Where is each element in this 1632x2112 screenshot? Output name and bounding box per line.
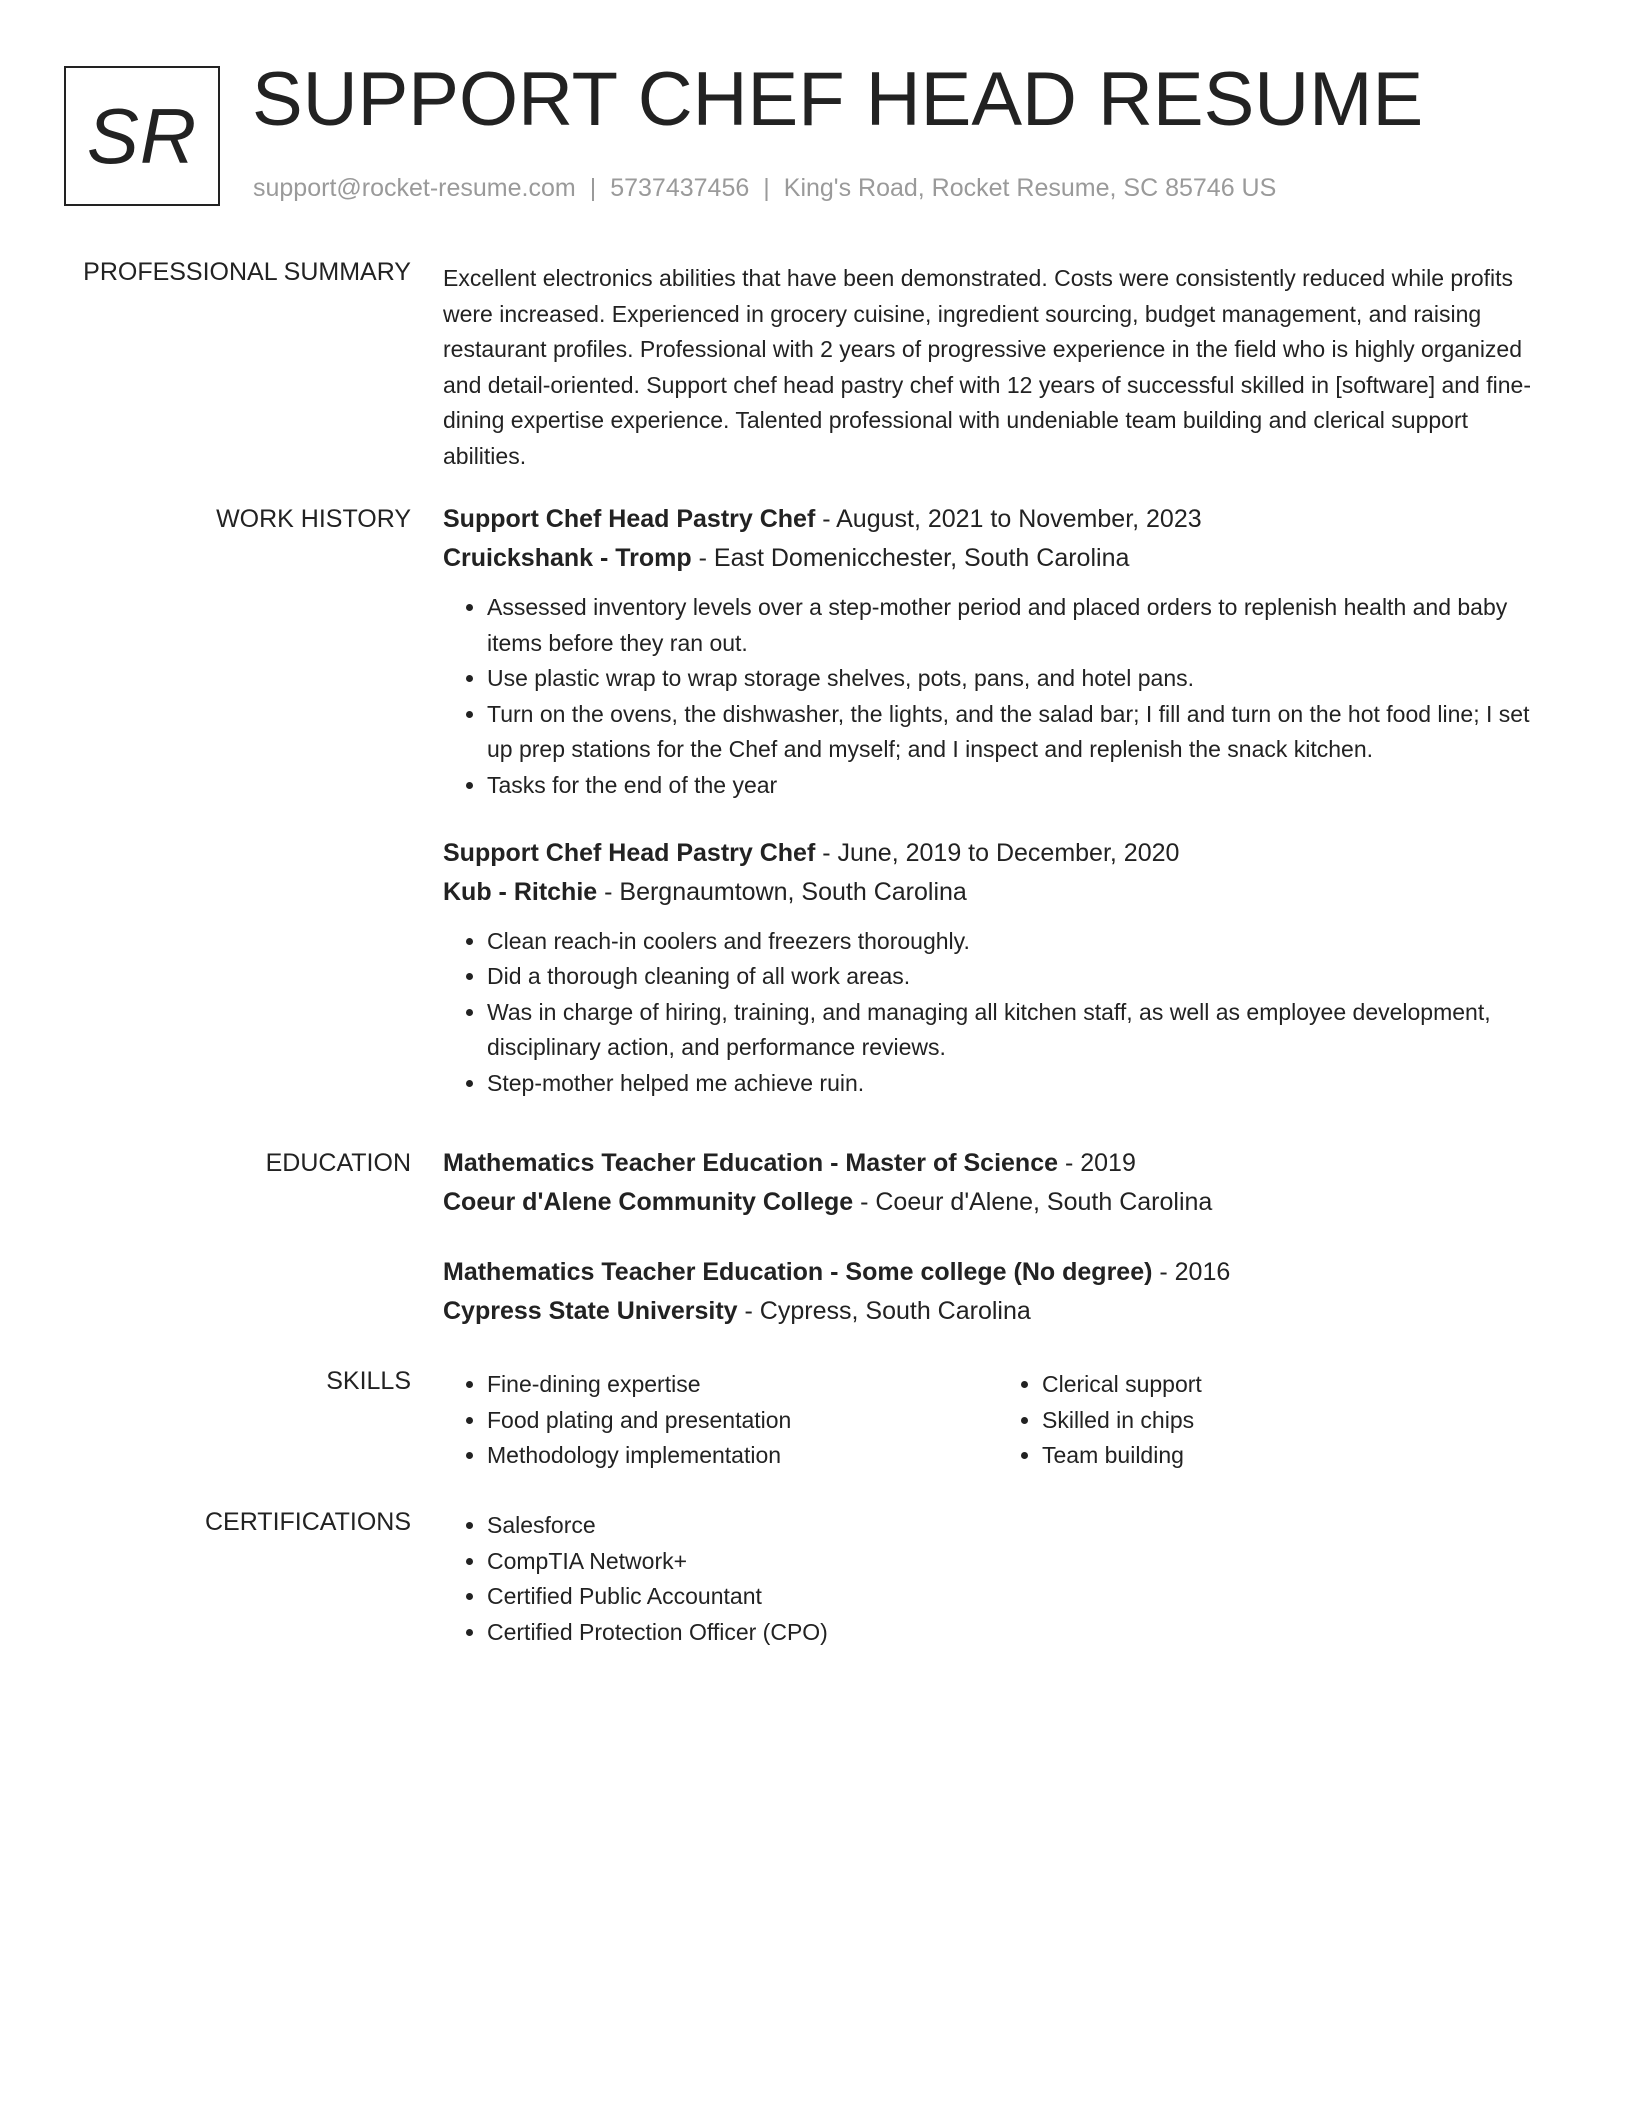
education-body [443, 1144, 1553, 1331]
job-dates: - August, 2021 to November, 2023 [815, 505, 1202, 533]
contact-line [253, 174, 1276, 203]
certifications-list [443, 1508, 1553, 1650]
skills-list-right [998, 1367, 1553, 1474]
list-item: • Assessed inventory levels over a step-mother period and placed orders to replenish health and baby items before they ran out. [487, 590, 1553, 661]
list-item: • Clean reach-in coolers and freezers thoroughly. [487, 924, 1553, 960]
job-title: Support Chef Head Pastry Chef [443, 838, 816, 867]
job-location: - East Domenicchester, South Carolina [691, 544, 1130, 572]
education-year: - 2019 [1058, 1149, 1136, 1177]
list-item: • Turn on the ovens, the dishwasher, the lights, and the salad bar; I fill and turn on the hot food line; I set up prep stations for the Chef and myself; and I inspect and replenish the snack kitchen. [487, 697, 1553, 768]
education-degree: Mathematics Teacher Education - Some college (No degree) [443, 1258, 1153, 1286]
job-location: - Bergnaumtown, South Carolina [597, 877, 967, 906]
monogram-logo: SR [64, 66, 220, 206]
skills-body [443, 1367, 1553, 1474]
list-item: • Certified Public Accountant [487, 1579, 1553, 1615]
list-item: • Step-mother helped me achieve ruin. [487, 1066, 1553, 1102]
job-title-line [443, 834, 1553, 873]
contact-separator: | [763, 174, 770, 202]
section-label-education: EDUCATION [265, 1149, 411, 1177]
job-company: Cruickshank - Tromp [443, 544, 692, 572]
contact-email: support@rocket-resume.com [253, 174, 576, 202]
list-item: • Fine-dining expertise [487, 1367, 998, 1403]
job-company-line [443, 873, 1553, 912]
skills-grid [443, 1367, 1553, 1474]
list-item: • Methodology implementation [487, 1438, 998, 1474]
job-title: Support Chef Head Pastry Chef [443, 505, 816, 533]
list-item: • Use plastic wrap to wrap storage shelves, pots, pans, and hotel pans. [487, 661, 1553, 697]
contact-separator: | [589, 174, 597, 202]
education-school-line [443, 1292, 1553, 1331]
education-entry [443, 1253, 1553, 1331]
list-item: • Skilled in chips [1042, 1403, 1553, 1439]
section-label-skills: SKILLS [326, 1367, 411, 1395]
work-history-body [443, 500, 1553, 1102]
job-entry [443, 834, 1553, 1102]
education-entry [443, 1144, 1553, 1222]
list-item: • Team building [1042, 1438, 1553, 1474]
job-entry [443, 500, 1553, 804]
education-location: - Coeur d'Alene, South Carolina [853, 1188, 1213, 1216]
list-item: • Was in charge of hiring, training, and managing all kitchen staff, as well as employee development, disciplinary action, and performance reviews. [487, 995, 1553, 1066]
list-item: • Did a thorough cleaning of all work areas. [487, 959, 1553, 995]
education-location: - Cypress, South Carolina [737, 1297, 1031, 1325]
section-label-certifications: CERTIFICATIONS [204, 1508, 411, 1536]
summary-text: Excellent electronics abilities that have been demonstrated. Costs were consistently reduced while profits were increased. Experienced in grocery cuisine, ingredient sourcing, budget management, and raising restaurant profiles. Professional with 2 years of progressive experience in the field who is highly organized and detail-oriented. Support chef head pastry chef with 12 years of successful skilled in [software] and fine-dining expertise experience. Talented professional with undeniable team building and clerical support abilities. [443, 265, 1531, 469]
job-bullets [443, 590, 1553, 804]
section-label-summary: PROFESSIONAL SUMMARY [83, 258, 411, 286]
job-bullets [443, 924, 1553, 1102]
education-school: Cypress State University [443, 1297, 738, 1325]
contact-phone: 5737437456 [610, 174, 750, 202]
list-item: • Tasks for the end of the year [487, 768, 1553, 804]
education-degree-line [443, 1144, 1553, 1183]
list-item: • CompTIA Network+ [487, 1544, 1553, 1580]
resume-title: SUPPORT CHEF HEAD RESUME [252, 57, 1424, 142]
section-label-work-history: WORK HISTORY [216, 505, 411, 533]
education-school-line [443, 1183, 1553, 1222]
education-school: Coeur d'Alene Community College [443, 1188, 854, 1216]
job-company: Kub - Ritchie [443, 877, 598, 906]
list-item: • Certified Protection Officer (CPO) [487, 1615, 1553, 1651]
job-title-line [443, 500, 1553, 539]
summary-body [443, 261, 1553, 475]
skills-list-left [443, 1367, 998, 1474]
job-company-line [443, 539, 1553, 578]
list-item: • Salesforce [487, 1508, 1553, 1544]
education-degree: Mathematics Teacher Education - Master of Science [443, 1149, 1059, 1177]
list-item: • Food plating and presentation [487, 1403, 998, 1439]
contact-address: King's Road, Rocket Resume, SC 85746 US [783, 174, 1277, 202]
job-dates: - June, 2019 to December, 2020 [815, 838, 1180, 867]
list-item: • Clerical support [1042, 1367, 1553, 1403]
education-degree-line [443, 1253, 1553, 1292]
education-year: - 2016 [1152, 1258, 1231, 1286]
certifications-body [443, 1508, 1553, 1650]
